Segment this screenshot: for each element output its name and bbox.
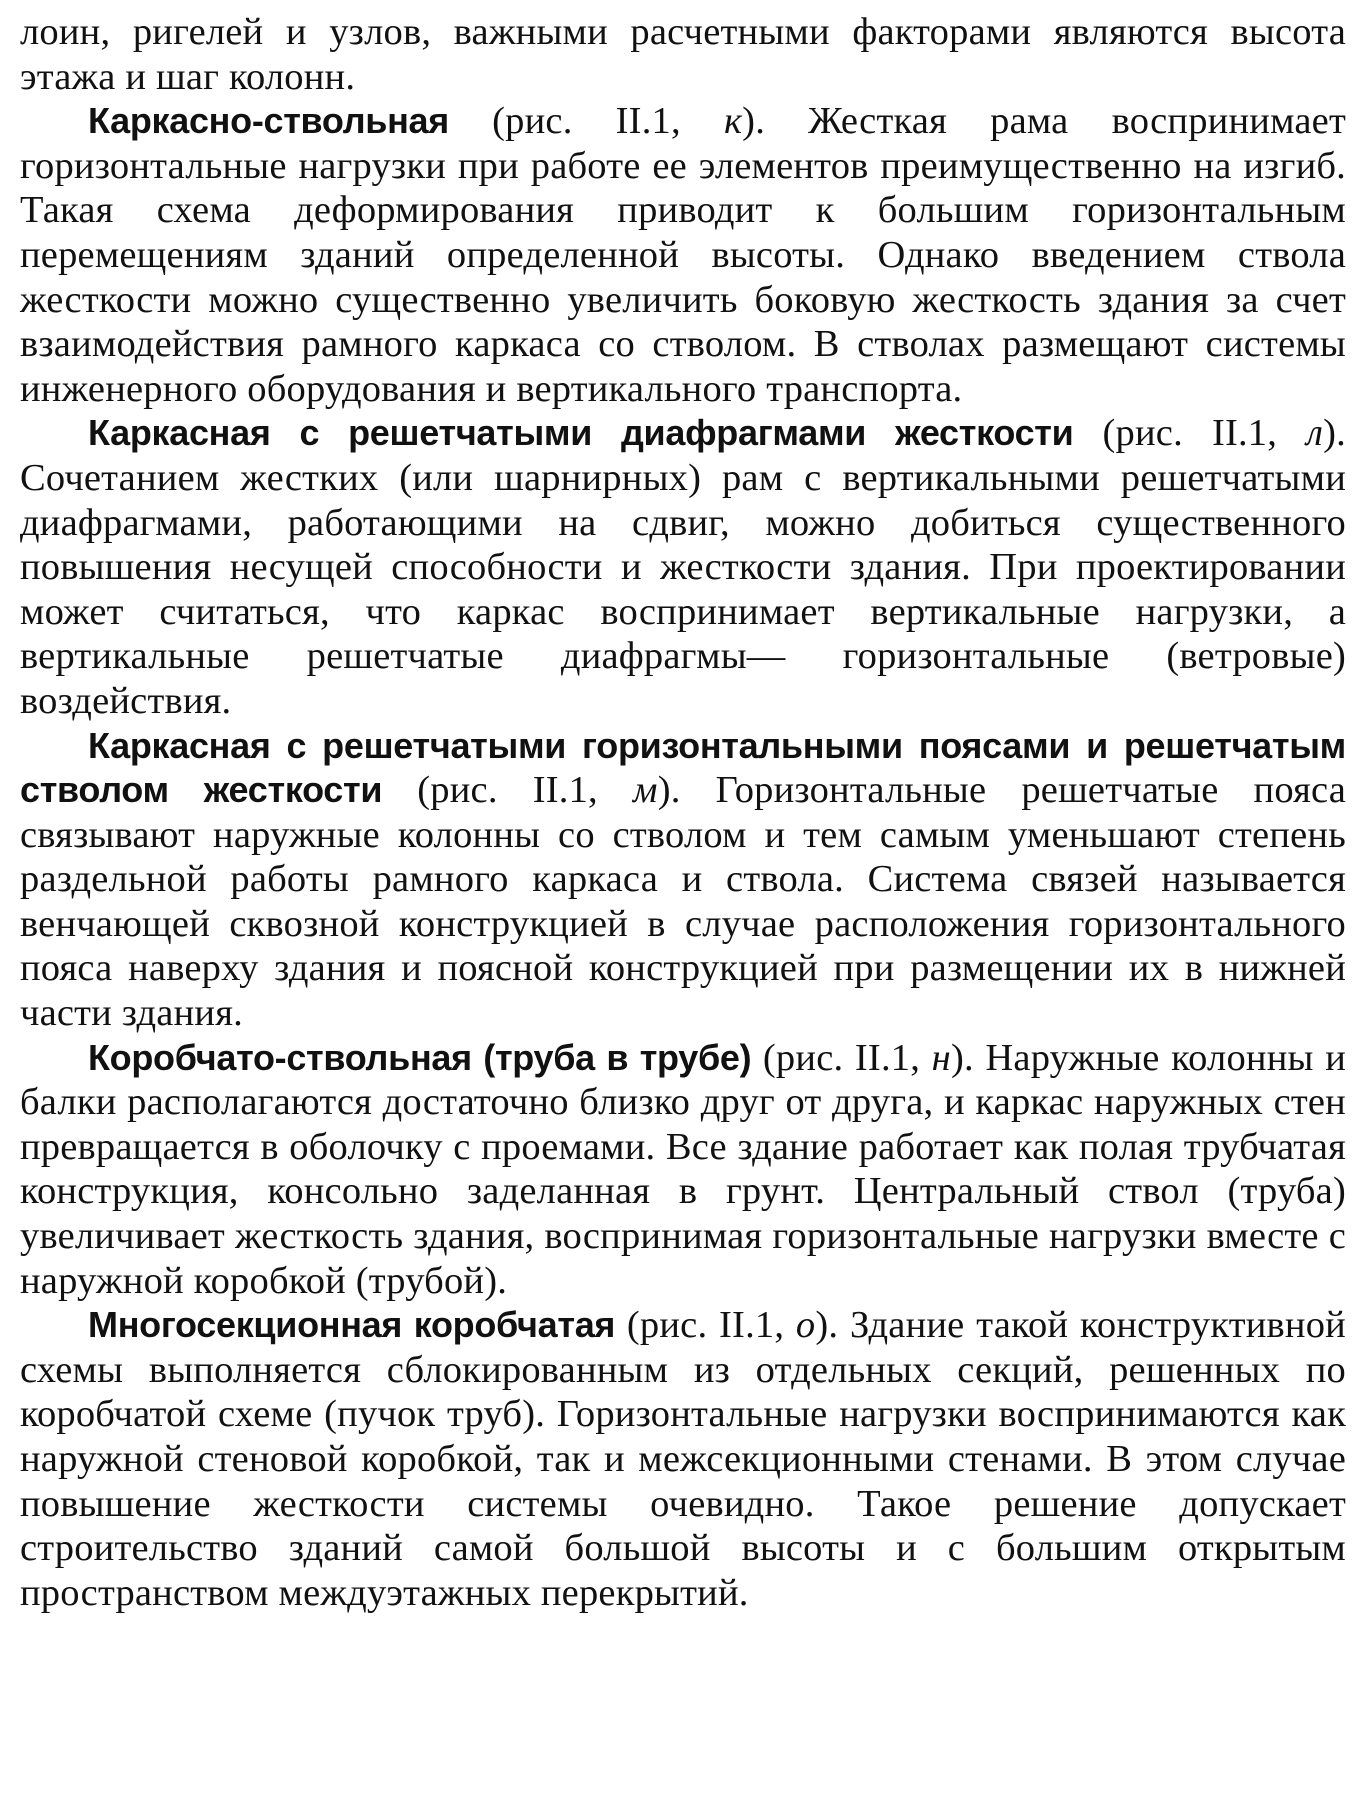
figure-ref-open: (рис. II.1, [448, 100, 724, 143]
paragraph-text: Здание такой конструктивной схемы выполняется сблокированным из отдельных секций, решенных по коробчатой схеме (пучок труб). Горизонтальные нагрузки воспринимаются как наружной стеновой коробкой, так и межсекционными стенами. В этом случае повышение жесткости системы очевидно. Такое решение допускает строительство зданий самой большой высоты и с большим открытым пространством междуэтажных перекрытий. [20, 1304, 1346, 1614]
paragraph-text: Наружные колонны и балки располагаются достаточно близко друг от друга, и каркас наружных стен превращается в оболочку с проемами. Все здание работает как полая трубчатая конструкция, консольно заделанная в грунт. Центральный ствол (труба) увеличивает жесткость здания, воспринимая горизонтальные нагрузки вместе с наружной коробкой (трубой). [20, 1036, 1346, 1302]
paragraph-heading: Коробчато-ствольная (труба в трубе) [88, 1036, 752, 1078]
figure-ref-close: ). [950, 1036, 986, 1079]
document-page [20, 10, 1346, 1790]
figure-ref-open: (рис. II.1, [751, 1036, 932, 1079]
paragraph-heading: Каркасная с решетчатыми горизонтальными поясами и решетчатым стволом жесткости [20, 724, 1346, 811]
figure-ref-open: (рис. II.1, [615, 1304, 796, 1347]
figure-ref-close: ). [815, 1304, 850, 1347]
paragraph-heading: Каркасно-ствольная [88, 100, 449, 142]
figure-ref-open: (рис. II.1, [1073, 412, 1307, 455]
paragraph-lattice-diaphragms [20, 411, 1346, 723]
paragraph-text: Сочетанием жестких (или шарнирных) рам с вертикальными решетчатыми диафрагмами, работающими на сдвиг, можно добиться существенного повышения несущей способности и жесткости здания. При проектировании может считаться, что каркас воспринимает вертикальные нагрузки, а вертикальные решетчатые диафрагмы— горизонтальные (ветровые) воздействия. [20, 456, 1346, 722]
paragraph-horizontal-belts [20, 724, 1346, 1036]
paragraph-text: Жесткая рама воспринимает горизонтальные нагрузки при работе ее элементов преимущественно на изгиб. Такая схема деформирования приводит к большим горизонтальным перемещениям зданий определенной высоты. Однако введением ствола жесткости можно существенно увеличить боковую жесткость здания за счет взаимодействия рамного каркаса со стволом. В стволах размещают системы инженерного оборудования и вертикального транспорта. [20, 100, 1346, 410]
paragraph-frame-core [20, 99, 1346, 411]
paragraph-text: лоин, ригелей и узлов, важными расчетными факторами являются высота этажа и шаг колонн. [20, 11, 1346, 98]
paragraph-continuation [20, 10, 1346, 99]
figure-ref-close: ). [1323, 412, 1346, 455]
paragraph-heading: Каркасная с решетчатыми диафрагмами жесткости [88, 412, 1074, 454]
figure-ref-open: (рис. II.1, [382, 769, 633, 812]
figure-ref-letter: н [931, 1036, 951, 1079]
paragraph-bundled-tube [20, 1303, 1346, 1615]
paragraph-tube-in-tube [20, 1036, 1346, 1304]
figure-ref-letter: к [723, 100, 743, 143]
figure-ref-letter: м [632, 769, 658, 812]
paragraph-heading: Многосекционная коробчатая [88, 1304, 616, 1346]
figure-ref-letter: л [1306, 412, 1324, 455]
figure-ref-close: ). [742, 100, 809, 143]
figure-ref-close: ). [657, 769, 716, 812]
figure-ref-letter: о [795, 1304, 816, 1347]
paragraph-text: Горизонтальные решетчатые пояса связывают наружные колонны со стволом и тем самым уменьшают степень раздельной работы рамного каркаса и ствола. Система связей называется венчающей сквозной конструкцией в случае расположения горизонтального пояса наверху здания и поясной конструкцией при размещении их в нижней части здания. [20, 769, 1347, 1035]
